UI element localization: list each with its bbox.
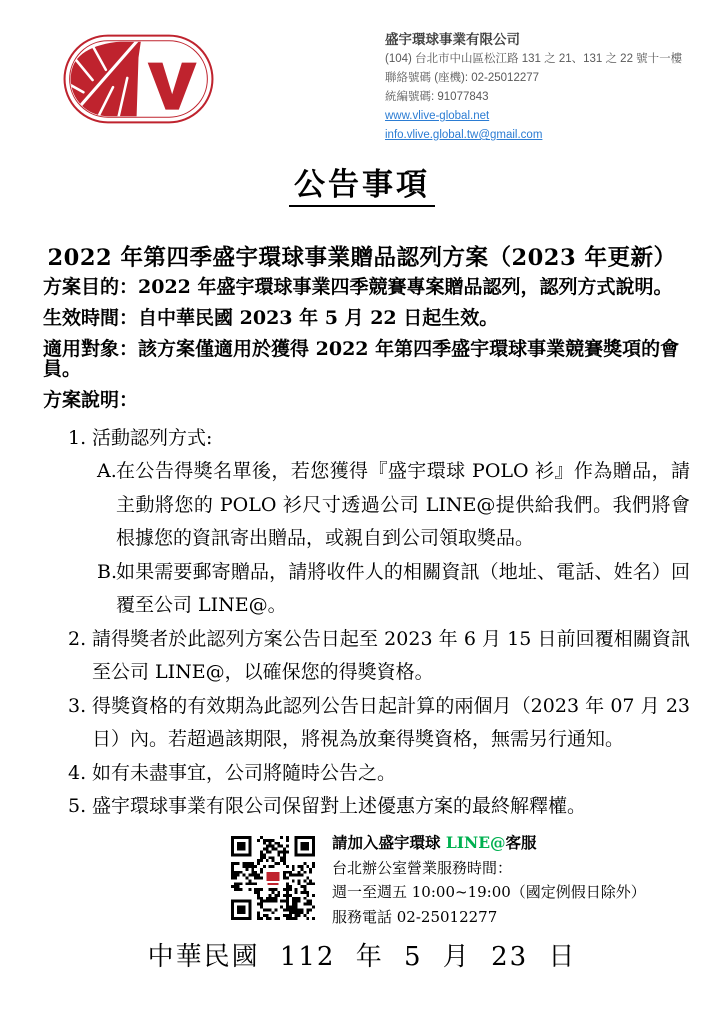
website-link[interactable]: www.vlive-global.net bbox=[385, 110, 490, 122]
doc-subtitle: 2022 年第四季盛宇環球事業贈品認列方案（2023 年更新） bbox=[47, 245, 677, 271]
intro-audience: 適用對象：該方案僅適用於獲得 2022 年第四季盛宇環球事業競賽獎項的會員。 bbox=[43, 338, 680, 380]
office-hours-value: 週一至週五 10:00~19:00（國定例假日除外） bbox=[332, 883, 646, 901]
company-address: (104) 台北市中山區松江路 131 之 21、131 之 22 號十一樓 bbox=[385, 53, 683, 65]
list-item bbox=[43, 422, 690, 456]
intro-purpose: 方案目的：2022 年盛宇環球事業四季競賽專案贈品認列，認列方式說明。 bbox=[43, 276, 673, 298]
list-item-number: 4. bbox=[68, 761, 87, 784]
email-link[interactable]: info.vlive.global.tw@gmail.com bbox=[385, 129, 543, 141]
list-item-text: 盛宇環球事業有限公司保留對上述優惠方案的最終解釋權。 bbox=[92, 795, 587, 817]
list-item-number: 1. bbox=[68, 426, 87, 449]
service-phone: 服務電話 02-25012277 bbox=[332, 907, 498, 926]
line-service-heading: 請加入盛宇環球 LINE@客服 bbox=[332, 833, 537, 852]
sub-list-item bbox=[43, 455, 690, 556]
letterhead-info bbox=[385, 30, 715, 145]
list-item-text: 請得獎者於此認列方案公告日起至 2023 年 6 月 15 日前回覆相關資訊至公司 LINE@，以確保您的得獎資格。 bbox=[92, 627, 690, 683]
list-item-number: 5. bbox=[68, 795, 87, 817]
company-phone: 聯絡號碼 (座機): 02-25012277 bbox=[385, 72, 540, 84]
line-service-info bbox=[332, 831, 646, 929]
list-item bbox=[43, 623, 690, 690]
list-item bbox=[43, 757, 690, 791]
page-title: 公告事項 bbox=[0, 159, 724, 204]
sub-list-item bbox=[43, 556, 690, 623]
list-item-text: 如有未盡事宜，公司將隨時公告之。 bbox=[92, 761, 397, 784]
doc-date: 中華民國 112 年 5 月 23 日 bbox=[147, 942, 577, 972]
intro-description: 方案說明： bbox=[43, 388, 139, 411]
rule-list bbox=[43, 422, 690, 824]
line-service-section bbox=[231, 831, 646, 929]
sub-item-letter: B. bbox=[97, 560, 118, 583]
doc-body bbox=[43, 278, 690, 824]
list-item bbox=[43, 690, 690, 757]
sub-item-letter: A. bbox=[97, 460, 117, 482]
office-hours-label: 台北辦公室營業服務時間： bbox=[332, 858, 513, 877]
company-name: 盛宇環球事業有限公司 bbox=[385, 32, 520, 47]
company-tax-id: 統編號碼: 91077843 bbox=[385, 91, 489, 103]
sub-item-text: 在公告得獎名單後，若您獲得『盛宇環球 POLO 衫』作為贈品，請主動將您的 POLO 衫尺寸透過公司 LINE@提供給我們。我們將會根據您的資訊寄出贈品，或親自到公司領取獎品。 bbox=[116, 460, 690, 549]
list-item-number: 2. bbox=[68, 627, 87, 650]
list-item bbox=[43, 790, 690, 824]
qr-code bbox=[231, 836, 315, 920]
sub-item-text: 如果需要郵寄贈品，請將收件人的相關資訊（地址、電話、姓名）回覆至公司 LINE@。 bbox=[116, 560, 690, 616]
list-item-text: 活動認列方式: bbox=[92, 426, 213, 449]
company-logo bbox=[62, 32, 215, 126]
list-item-number: 3. bbox=[68, 694, 87, 717]
line-at-label: LINE@ bbox=[445, 833, 506, 852]
list-item-text: 得獎資格的有效期為此認列公告日起計算的兩個月（2023 年 07 月 23 日）內。若超過該期限，將視為放棄得獎資格，無需另行通知。 bbox=[92, 694, 690, 750]
intro-effective-date: 生效時間：自中華民國 2023 年 5 月 22 日起生效。 bbox=[43, 307, 499, 329]
